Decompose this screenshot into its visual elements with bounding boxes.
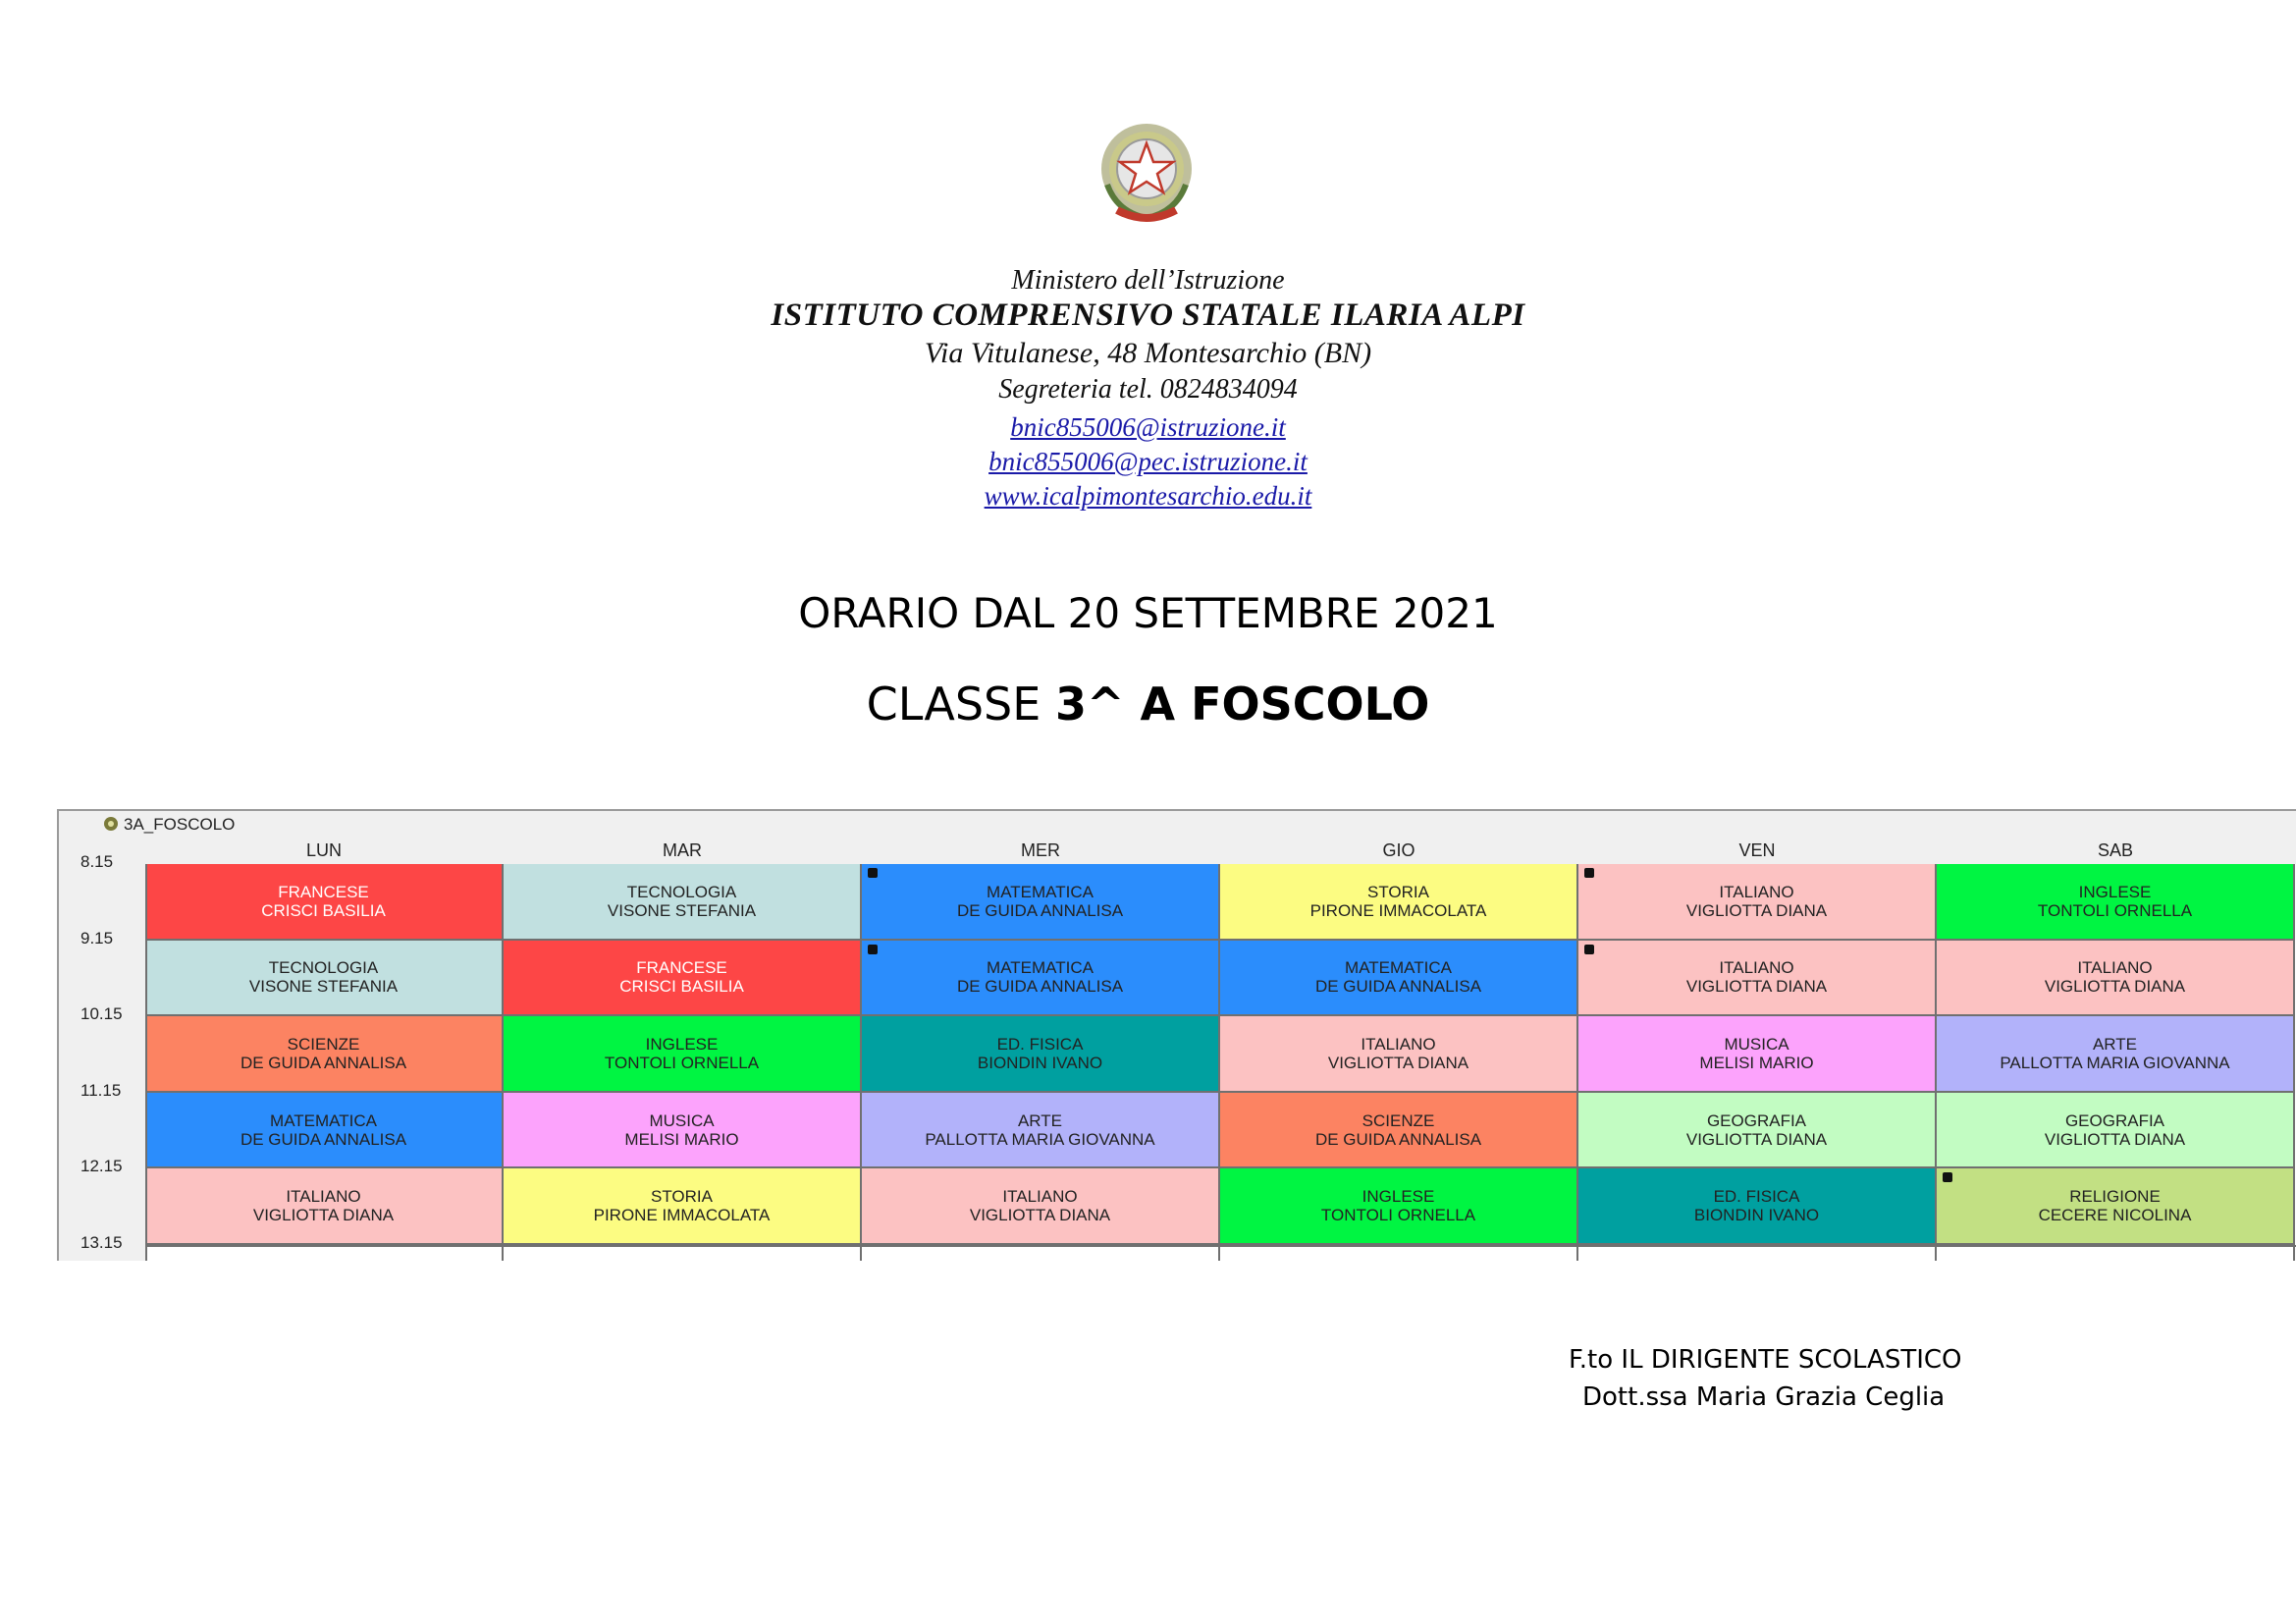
lesson-subject: MUSICA bbox=[1724, 1034, 1789, 1054]
lesson-subject: MATEMATICA bbox=[987, 882, 1094, 901]
lesson-cell[interactable] bbox=[1220, 1168, 1578, 1245]
day-header-gio: GIO bbox=[1382, 840, 1415, 860]
lesson-teacher: VIGLIOTTA DIANA bbox=[1327, 1053, 1469, 1072]
lesson-cell[interactable] bbox=[1937, 1168, 2295, 1245]
lesson-subject: INGLESE bbox=[2078, 882, 2152, 901]
lesson-subject: TECNOLOGIA bbox=[626, 882, 737, 901]
day-header-mer: MER bbox=[1021, 840, 1060, 860]
lesson-teacher: PALLOTTA MARIA GIOVANNA bbox=[2000, 1053, 2230, 1072]
lesson-subject: MATEMATICA bbox=[987, 958, 1094, 978]
lock-icon bbox=[1584, 945, 1594, 954]
lesson-cell[interactable] bbox=[862, 864, 1220, 941]
time-label: 8.15 bbox=[80, 852, 114, 871]
lesson-teacher: VIGLIOTTA DIANA bbox=[1685, 900, 1828, 920]
lesson-cell[interactable] bbox=[1937, 941, 2295, 1017]
lesson-teacher: DE GUIDA ANNALISA bbox=[1314, 977, 1482, 997]
lesson-subject: FRANCESE bbox=[636, 958, 727, 978]
lesson-subject: FRANCESE bbox=[278, 882, 369, 901]
lesson-subject: MUSICA bbox=[649, 1110, 715, 1130]
timetable-title: 3A_FOSCOLO bbox=[124, 815, 236, 834]
lesson-teacher: VIGLIOTTA DIANA bbox=[1685, 977, 1828, 997]
school-name: ISTITUTO COMPRENSIVO STATALE ILARIA ALPI bbox=[771, 298, 1525, 333]
lesson-cell[interactable] bbox=[504, 1168, 862, 1245]
grid-column-line bbox=[1218, 864, 1220, 1261]
lesson-subject: STORIA bbox=[1367, 882, 1429, 901]
lesson-cell[interactable] bbox=[1578, 1168, 1937, 1245]
lesson-cell[interactable] bbox=[145, 941, 504, 1017]
lesson-teacher: DE GUIDA ANNALISA bbox=[956, 977, 1124, 997]
lesson-teacher: VIGLIOTTA DIANA bbox=[2044, 1129, 2186, 1149]
lesson-subject: STORIA bbox=[651, 1187, 713, 1207]
timetable-window bbox=[57, 809, 2296, 1261]
lesson-subject: ITALIANO bbox=[286, 1187, 361, 1207]
lesson-subject: RELIGIONE bbox=[2069, 1187, 2161, 1207]
grid-column-line bbox=[145, 864, 147, 1261]
pec-link[interactable]: bnic855006@pec.istruzione.it bbox=[988, 447, 1308, 476]
lesson-subject: ITALIANO bbox=[1719, 958, 1794, 978]
lesson-cell[interactable] bbox=[145, 864, 504, 941]
lesson-teacher: TONTOLI ORNELLA bbox=[604, 1053, 760, 1072]
lesson-teacher: TONTOLI ORNELLA bbox=[2037, 900, 2193, 920]
lesson-teacher: BIONDIN IVANO bbox=[1693, 1206, 1820, 1225]
lock-icon bbox=[868, 945, 878, 954]
class-title bbox=[0, 677, 2296, 731]
lesson-cell[interactable] bbox=[862, 941, 1220, 1017]
lesson-subject: INGLESE bbox=[1362, 1187, 1435, 1207]
website-link[interactable]: www.icalpimontesarchio.edu.it bbox=[984, 481, 1312, 511]
lesson-teacher: VISONE STEFANIA bbox=[607, 900, 757, 920]
lesson-cell[interactable] bbox=[504, 1093, 862, 1169]
school-address: Via Vitulanese, 48 Montesarchio (BN) bbox=[924, 337, 1372, 369]
lesson-teacher: PIRONE IMMACOLATA bbox=[1309, 900, 1487, 920]
lesson-teacher: CRISCI BASILIA bbox=[619, 977, 744, 997]
lesson-subject: INGLESE bbox=[645, 1034, 719, 1054]
class-name: 3^ A FOSCOLO bbox=[1054, 677, 1430, 731]
grid-column-line bbox=[502, 864, 504, 1261]
lock-icon bbox=[1943, 1172, 1952, 1182]
lesson-cell[interactable] bbox=[1937, 864, 2295, 941]
time-label: 10.15 bbox=[80, 1004, 123, 1024]
timetable-grid bbox=[145, 864, 2296, 1261]
lesson-cell[interactable] bbox=[145, 1016, 504, 1093]
lock-icon bbox=[1584, 868, 1594, 878]
lesson-teacher: PIRONE IMMACOLATA bbox=[593, 1206, 771, 1225]
signature-name: Dott.ssa Maria Grazia Ceglia bbox=[1582, 1382, 1946, 1412]
emblem-icon bbox=[1088, 116, 1205, 234]
lesson-cell[interactable] bbox=[1578, 1016, 1937, 1093]
schedule-title: ORARIO DAL 20 SETTEMBRE 2021 bbox=[798, 589, 1498, 637]
lesson-cell[interactable] bbox=[1220, 864, 1578, 941]
lesson-teacher: DE GUIDA ANNALISA bbox=[1314, 1129, 1482, 1149]
time-label: 11.15 bbox=[80, 1080, 122, 1100]
lesson-subject: ED. FISICA bbox=[1713, 1187, 1800, 1207]
lesson-teacher: VIGLIOTTA DIANA bbox=[969, 1206, 1111, 1225]
lesson-cell[interactable] bbox=[1578, 941, 1937, 1017]
lesson-cell[interactable] bbox=[1220, 941, 1578, 1017]
lesson-cell[interactable] bbox=[145, 1093, 504, 1169]
lock-icon bbox=[868, 868, 878, 878]
grid-column-line bbox=[1576, 864, 1578, 1261]
ministry-name: Ministero dell’Istruzione bbox=[1011, 265, 1285, 296]
class-icon bbox=[102, 815, 120, 833]
lesson-teacher: PALLOTTA MARIA GIOVANNA bbox=[925, 1129, 1155, 1149]
lesson-cell[interactable] bbox=[862, 1093, 1220, 1169]
lesson-teacher: DE GUIDA ANNALISA bbox=[956, 900, 1124, 920]
lesson-cell[interactable] bbox=[1937, 1016, 2295, 1093]
lesson-cell[interactable] bbox=[504, 1016, 862, 1093]
email-link[interactable]: bnic855006@istruzione.it bbox=[1010, 412, 1286, 442]
lesson-subject: ITALIANO bbox=[1361, 1034, 1436, 1054]
day-header-ven: VEN bbox=[1738, 840, 1776, 860]
lesson-subject: ITALIANO bbox=[1002, 1187, 1078, 1207]
lesson-cell[interactable] bbox=[504, 864, 862, 941]
grid-bottom-strip bbox=[145, 1245, 2296, 1261]
lesson-teacher: VIGLIOTTA DIANA bbox=[2044, 977, 2186, 997]
lesson-teacher: VIGLIOTTA DIANA bbox=[252, 1206, 395, 1225]
lesson-subject: GEOGRAFIA bbox=[1706, 1110, 1807, 1130]
lesson-teacher: BIONDIN IVANO bbox=[977, 1053, 1103, 1072]
lesson-teacher: VISONE STEFANIA bbox=[248, 977, 399, 997]
lesson-subject: ITALIANO bbox=[1719, 882, 1794, 901]
lesson-cell[interactable] bbox=[1578, 864, 1937, 941]
time-label: 9.15 bbox=[80, 928, 114, 947]
grid-column-line bbox=[2293, 864, 2295, 1261]
lesson-cell[interactable] bbox=[1220, 1016, 1578, 1093]
day-header-sab: SAB bbox=[2097, 840, 2134, 860]
lesson-teacher: VIGLIOTTA DIANA bbox=[1685, 1129, 1828, 1149]
lesson-teacher: CECERE NICOLINA bbox=[2038, 1206, 2192, 1225]
lesson-teacher: TONTOLI ORNELLA bbox=[1320, 1206, 1476, 1225]
time-label: 13.15 bbox=[80, 1233, 123, 1252]
school-phone: Segreteria tel. 0824834094 bbox=[998, 374, 1298, 405]
lesson-subject: ARTE bbox=[1017, 1110, 1063, 1130]
lesson-cell[interactable] bbox=[1937, 1093, 2295, 1169]
lesson-cell[interactable] bbox=[862, 1168, 1220, 1245]
lesson-teacher: DE GUIDA ANNALISA bbox=[240, 1053, 407, 1072]
day-header-mar: MAR bbox=[663, 840, 702, 860]
lesson-subject: SCIENZE bbox=[287, 1034, 360, 1054]
lesson-cell[interactable] bbox=[862, 1016, 1220, 1093]
grid-column-line bbox=[860, 864, 862, 1261]
lesson-subject: ITALIANO bbox=[2077, 958, 2153, 978]
signature-role: F.to IL DIRIGENTE SCOLASTICO bbox=[1569, 1345, 1962, 1375]
lesson-teacher: DE GUIDA ANNALISA bbox=[240, 1129, 407, 1149]
lesson-subject: MATEMATICA bbox=[270, 1110, 377, 1130]
lesson-cell[interactable] bbox=[1578, 1093, 1937, 1169]
time-label: 12.15 bbox=[80, 1157, 123, 1176]
grid-column-line bbox=[1935, 864, 1937, 1261]
lesson-subject: MATEMATICA bbox=[1345, 958, 1452, 978]
lesson-teacher: MELISI MARIO bbox=[1699, 1053, 1814, 1072]
lesson-cell[interactable] bbox=[145, 1168, 504, 1245]
day-header-lun: LUN bbox=[305, 840, 342, 860]
lesson-subject: GEOGRAFIA bbox=[2064, 1110, 2165, 1130]
lesson-cell[interactable] bbox=[504, 941, 862, 1017]
lesson-subject: ED. FISICA bbox=[996, 1034, 1084, 1054]
lesson-subject: TECNOLOGIA bbox=[268, 958, 379, 978]
class-prefix: CLASSE bbox=[866, 677, 1055, 731]
lesson-subject: SCIENZE bbox=[1362, 1110, 1435, 1130]
lesson-teacher: MELISI MARIO bbox=[624, 1129, 739, 1149]
lesson-cell[interactable] bbox=[1220, 1093, 1578, 1169]
lesson-subject: ARTE bbox=[2092, 1034, 2138, 1054]
lesson-teacher: CRISCI BASILIA bbox=[261, 900, 386, 920]
